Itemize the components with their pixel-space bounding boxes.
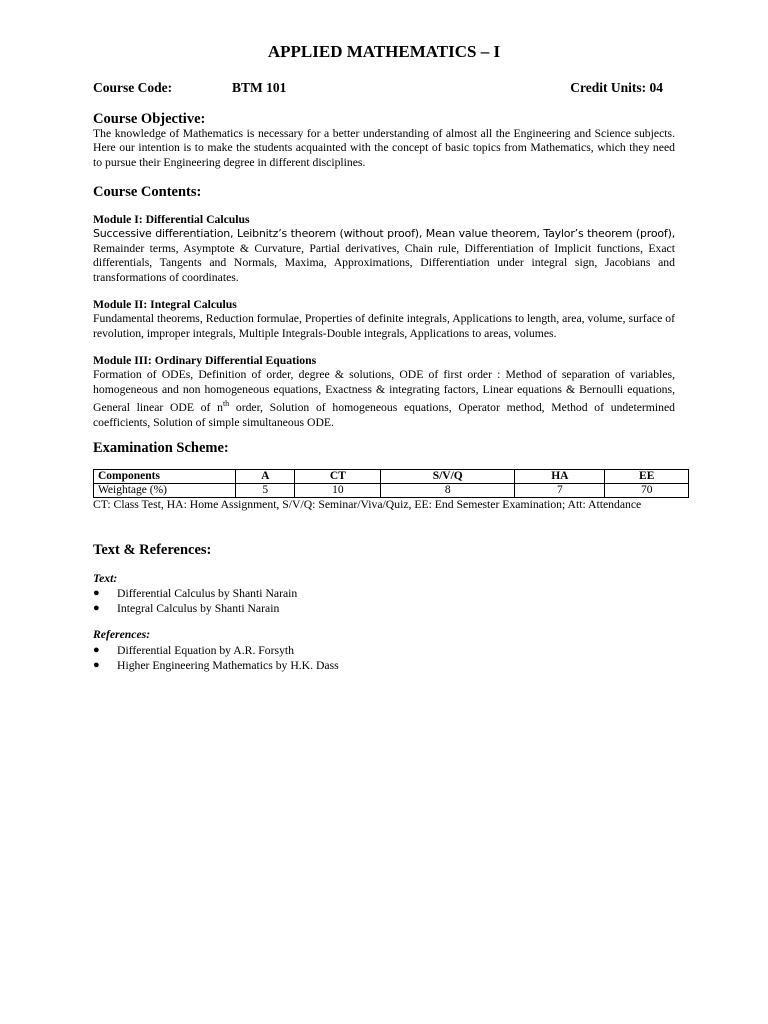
table-row-label: Weightage (%) — [94, 484, 236, 498]
table-cell: 7 — [515, 484, 605, 498]
text-label: Text: — [93, 572, 118, 585]
table-cell: 8 — [381, 484, 515, 498]
exam-heading: Examination Scheme: — [93, 440, 229, 456]
contents-heading: Course Contents: — [93, 184, 202, 200]
table-header-cell: Components — [94, 470, 236, 484]
list-item — [93, 601, 297, 616]
module-1-text: Remainder terms, Asymptote & Curvature, Partial derivatives, Chain rule, Differentiation of Implicit functions, Exact differentials, Tangents and Normals, Maxima, Approximations, Differentiation under integral sign, Jacobians and transformations of coordinates. — [93, 241, 675, 284]
table-header-cell: S/V/Q — [381, 470, 515, 484]
table-header-cell: HA — [515, 470, 605, 484]
exam-scheme-table — [93, 469, 689, 498]
list-item — [93, 586, 297, 601]
bullet-icon: ● — [93, 644, 100, 656]
objective-text: The knowledge of Mathematics is necessary for a better understanding of almost all the Engineering and Science subjects. Here our intention is to make the students acquainted with the concept of basic topics from Mathematics, which they need to pursue their Engineering degree in different disciplines. — [93, 127, 675, 169]
module-3-text-after: order, Solution of homogeneous equations, Operator method, Method of undetermined coefficients, Solution of simple simultaneous ODE. — [93, 401, 675, 429]
objective-heading: Course Objective: — [93, 111, 206, 127]
module-3-title: Module III: Ordinary Differential Equations — [93, 354, 317, 367]
table-row — [94, 484, 689, 498]
credit-units: Credit Units: 04 — [570, 80, 663, 95]
module-2 — [93, 298, 675, 341]
module-2-text: Fundamental theorems, Reduction formulae, Properties of definite integrals, Applications to length, area, volume, surface of revolution, improper integrals, Multiple Integrals-Double integrals, Applications to areas, volumes. — [93, 312, 675, 340]
table-header-row — [94, 470, 689, 484]
bullet-icon: ● — [93, 587, 100, 599]
list-item-text: Differential Equation by A.R. Forsyth — [117, 644, 295, 657]
text-list — [93, 586, 297, 616]
module-1 — [93, 213, 675, 285]
module-2-title: Module II: Integral Calculus — [93, 298, 237, 311]
table-cell: 10 — [295, 484, 381, 498]
table-cell: 70 — [605, 484, 689, 498]
exam-note: CT: Class Test, HA: Home Assignment, S/V/Q: Seminar/Viva/Quiz, EE: End Semester Examination; Att: Attendance — [93, 498, 642, 511]
module-3 — [93, 354, 675, 430]
bullet-icon: ● — [93, 602, 100, 614]
list-item — [93, 658, 339, 673]
references-label: References: — [93, 628, 151, 641]
list-item-text: Differential Calculus by Shanti Narain — [117, 587, 298, 600]
references-heading: Text & References: — [93, 542, 212, 558]
list-item-text: Higher Engineering Mathematics by H.K. Dass — [117, 659, 339, 672]
module-1-text-hand: Successive differentiation, Leibnitz’s theorem (without proof), Mean value theorem, Taylor’s theorem (proof), — [93, 227, 675, 241]
table-header-cell: EE — [605, 470, 689, 484]
course-info-line — [93, 80, 673, 98]
course-code-label: Course Code: — [93, 80, 173, 95]
page-title: APPLIED MATHEMATICS – I — [267, 42, 501, 61]
table-header-cell: CT — [295, 470, 381, 484]
module-1-title: Module I: Differential Calculus — [93, 213, 250, 226]
bullet-icon: ● — [93, 659, 100, 671]
module-3-superscript: th — [222, 399, 230, 409]
course-code-value: BTM 101 — [232, 80, 287, 95]
table-cell: 5 — [236, 484, 295, 498]
module-3-text-before: Formation of ODEs, Definition of order, degree & solutions, ODE of first order : Method of separation of variables, homogeneous and non homogeneous equations, Exactness & integrating factors, Linear equations & Bernoulli equations, General linear ODE of n — [93, 368, 675, 415]
table-header-cell: A — [236, 470, 295, 484]
list-item-text: Integral Calculus by Shanti Narain — [117, 602, 280, 615]
list-item — [93, 643, 339, 658]
references-list — [93, 643, 339, 673]
